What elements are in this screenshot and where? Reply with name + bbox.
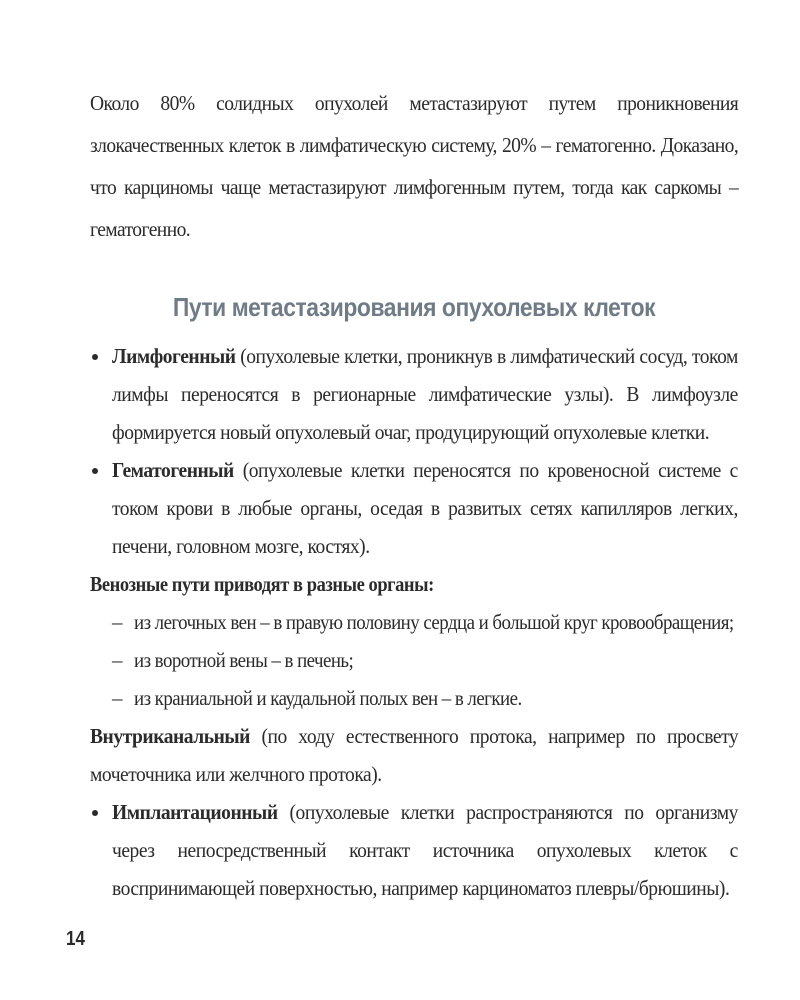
intro-paragraph: Около 80% солидных опухолей метастазируют путем проникновения злокачественных клеток в лимфатическую систему, 20% – гематогенно. Доказано, что карциномы чаще метастазируют лимфогенным путем, тогда как саркомы – гематогенно. (90, 91, 739, 241)
list-item (90, 641, 738, 679)
term-intracanal: Внутриканальный (90, 724, 250, 748)
venous-route-text: из легочных вен – в правую половину сердца и большой круг кровообращения; (134, 610, 734, 634)
list-item (90, 603, 738, 641)
intracanal-paragraph (90, 717, 738, 793)
description-intracanal: (по ходу естественного протока, например по просвету мочеточника или желчного протока). (90, 724, 739, 786)
description-lymphogenic: (опухолевые клетки, проникнув в лимфатический сосуд, током лимфы переносятся в регионарные лимфатические узлы). В лимфоузле формируется новый опухолевый очаг, продуцирующий опухолевые клетки. (112, 344, 738, 444)
bullet-icon (92, 810, 98, 816)
list-item (90, 679, 738, 717)
bullet-icon (92, 354, 98, 360)
list-item-hematogenic (90, 451, 738, 565)
list-item-lymphogenic (90, 337, 738, 451)
section-title: Пути метастазирования опухолевых клеток (172, 292, 656, 322)
venous-routes-title: Венозные пути приводят в разные органы: (90, 572, 434, 596)
venous-route-text: из воротной вены – в печень; (134, 648, 354, 672)
term-lymphogenic: Лимфогенный (112, 344, 236, 368)
list-item-implantation (90, 793, 738, 907)
bullet-icon (92, 468, 98, 474)
term-hematogenic: Гематогенный (112, 458, 234, 482)
dash-icon: – (112, 686, 123, 710)
dash-icon: – (112, 648, 123, 672)
venous-routes-list (90, 603, 738, 717)
route-list (90, 337, 738, 565)
implant-list (90, 793, 738, 907)
venous-route-text: из краниальной и каудальной полых вен – в легкие. (134, 686, 522, 710)
page-content (90, 82, 738, 907)
description-implantation: (опухолевые клетки распространяются по организму через непосредственный контакт источника опухолевых клеток с воспринимающей поверхностью, например карциноматоз плевры/брюшины). (112, 800, 738, 900)
term-implantation: Имплантационный (112, 800, 278, 824)
description-hematogenic: (опухолевые клетки переносятся по кровеносной системе с током крови в любые органы, оседая в развитых сетях капилляров легких, печени, головном мозге, костях). (112, 458, 738, 558)
dash-icon: – (112, 610, 123, 634)
page-number: 14 (66, 928, 85, 950)
